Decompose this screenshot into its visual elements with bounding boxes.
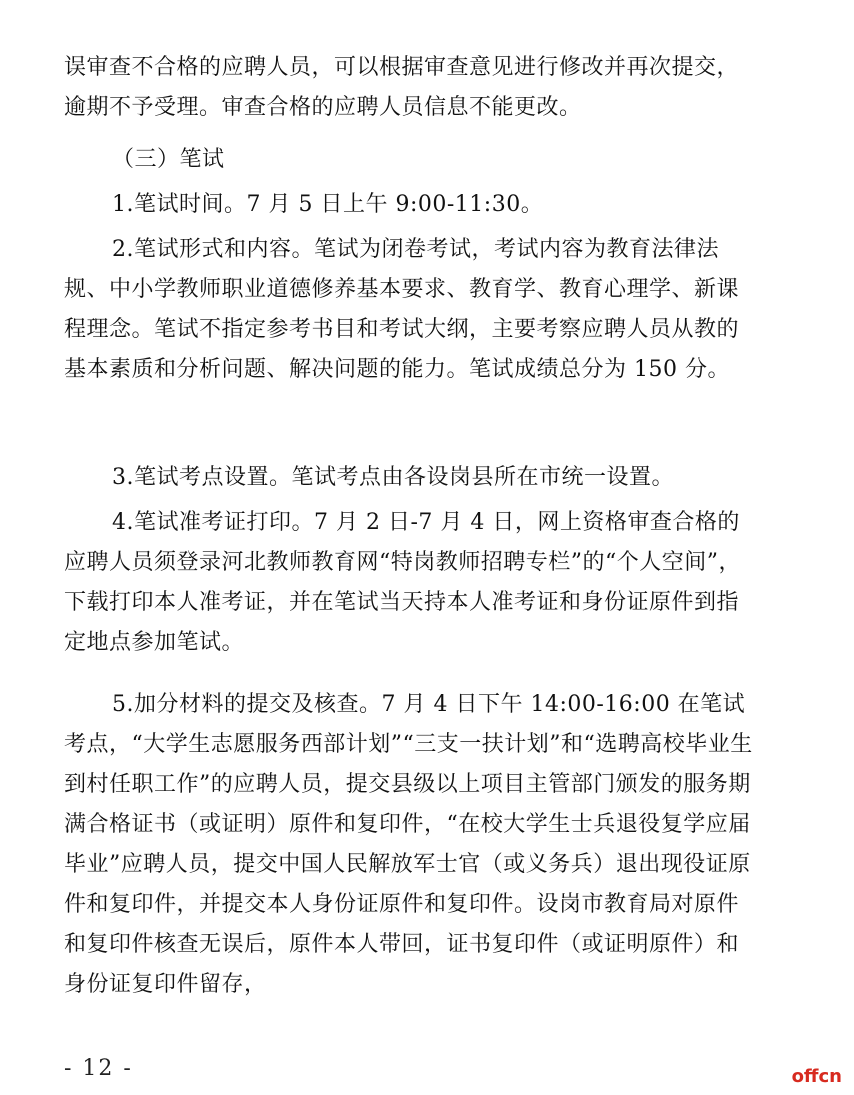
continuation-paragraph: 误审查不合格的应聘人员，可以根据审查意见进行修改并再次提交，逾期不予受理。审查合格的应聘人员信息不能更改。 <box>64 55 740 120</box>
paragraph-bonus-materials: 5.加分材料的提交及核查。7 月 4 日下午 14:00-16:00 在笔试考点，“大学生志愿服务西部计划”“三支一扶计划”和“选聘高校毕业生到村任职工作”的应聘人员，提交县级以上项目主管部门颁发的服务期满合格证书（或证明）原件和复印件，“在校大学生士兵退役复学应届毕业”应聘人员，提交中国人民解放军士官（或义务兵）退出现役证原件和复印件，并提交本人身份证原件和复印件。设岗市教育局对原件和复印件核查无误后，原件本人带回，证书复印件（或证明原件）和身份证复印件留存， <box>64 692 753 997</box>
paragraph-exam-location: 3.笔试考点设置。笔试考点由各设岗县所在市统一设置。 <box>112 465 674 490</box>
paragraph-exam-time: 1.笔试时间。7 月 5 日上午 9:00-11:30。 <box>112 192 544 217</box>
page-number: - 12 - <box>64 1056 133 1081</box>
paragraph-admission-ticket: 4.笔试准考证打印。7 月 2 日-7 月 4 日，网上资格审查合格的应聘人员须登录河北教师教育网“特岗教师招聘专栏”的“个人空间”，下载打印本人准考证，并在笔试当天持本人准考证和身份证原件到指定地点参加笔试。 <box>64 510 741 655</box>
offcn-watermark-logo: offcn <box>791 1066 842 1087</box>
section-heading: （三）笔试 <box>112 147 225 172</box>
paragraph-exam-format: 2.笔试形式和内容。笔试为闭卷考试，考试内容为教育法律法规、中小学教师职业道德修养基本要求、教育学、教育心理学、新课程理念。笔试不指定参考书目和考试大纲，主要考察应聘人员从教的基本素质和分析问题、解决问题的能力。笔试成绩总分为 150 分。 <box>64 237 740 382</box>
